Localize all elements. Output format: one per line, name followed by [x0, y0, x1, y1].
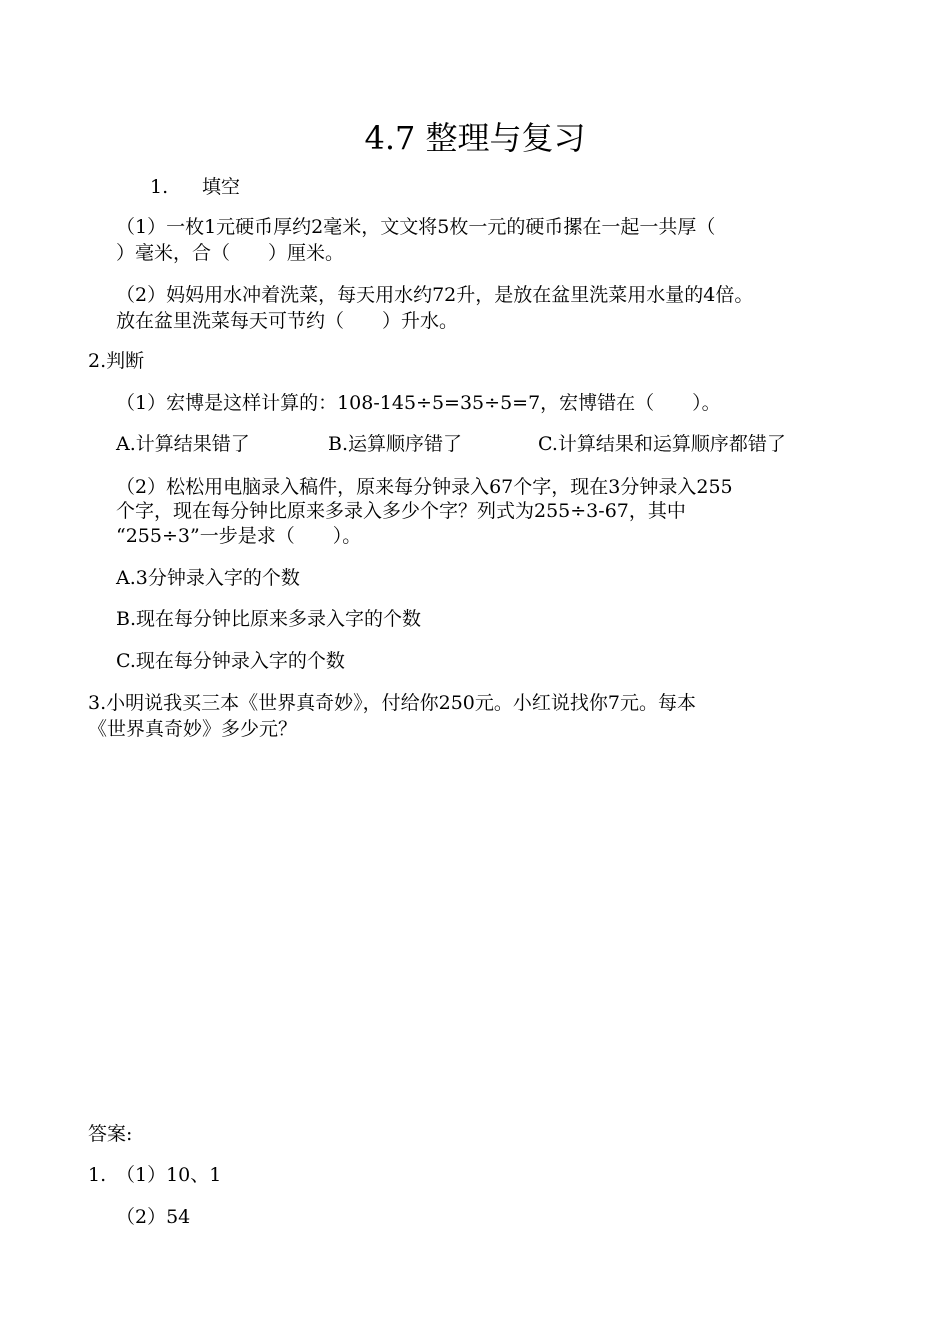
s1-q2-line1: （2）妈妈用水冲着洗菜，每天用水约72升，是放在盆里洗菜用水量的4倍。: [116, 284, 754, 306]
s2-q2-option-b: B.现在每分钟比原来多录入字的个数: [116, 608, 422, 630]
answer-1-line1: （1）10、1: [116, 1164, 222, 1186]
s2-q2-line1: （2）松松用电脑录入稿件，原来每分钟录入67个字，现在3分钟录入255: [116, 476, 733, 498]
s2-q2-option-c: C.现在每分钟录入字的个数: [116, 650, 345, 672]
s1-q2-line2: 放在盆里洗菜每天可节约（ ）升水。: [116, 310, 459, 332]
s2-q1-option-b: B.运算顺序错了: [328, 433, 463, 455]
section-1-label: 填空: [202, 176, 241, 198]
answer-1-line2: （2）54: [116, 1206, 191, 1228]
s2-q2-line2: 个字，现在每分钟比原来多录入多少个字？列式为255÷3-67，其中: [116, 500, 686, 522]
s2-q2-option-a: A.3分钟录入字的个数: [116, 567, 300, 589]
s1-q1-line2: ）毫米，合（ ）厘米。: [116, 242, 345, 264]
s2-q1-option-a: A.计算结果错了: [116, 433, 250, 455]
s2-q1-text: （1）宏博是这样计算的：108-145÷5=35÷5=7，宏博错在（ ）。: [116, 392, 721, 414]
s2-q1-option-c: C.计算结果和运算顺序都错了: [538, 433, 786, 455]
s3-line2: 《世界真奇妙》多少元？: [88, 718, 298, 740]
answers-heading: 答案:: [88, 1123, 133, 1145]
answer-1-number: 1.: [88, 1164, 107, 1186]
section-1-number: 1.: [150, 176, 169, 198]
section-2-heading: 2.判断: [88, 350, 145, 372]
s2-q2-line3: “255÷3”一步是求（ ）。: [116, 525, 362, 547]
page-title: 4.7 整理与复习: [364, 119, 586, 157]
s3-line1: 3.小明说我买三本《世界真奇妙》，付给你250元。小红说找你7元。每本: [88, 692, 696, 714]
s1-q1-line1: （1）一枚1元硬币厚约2毫米，文文将5枚一元的硬币摞在一起一共厚（: [116, 216, 716, 238]
